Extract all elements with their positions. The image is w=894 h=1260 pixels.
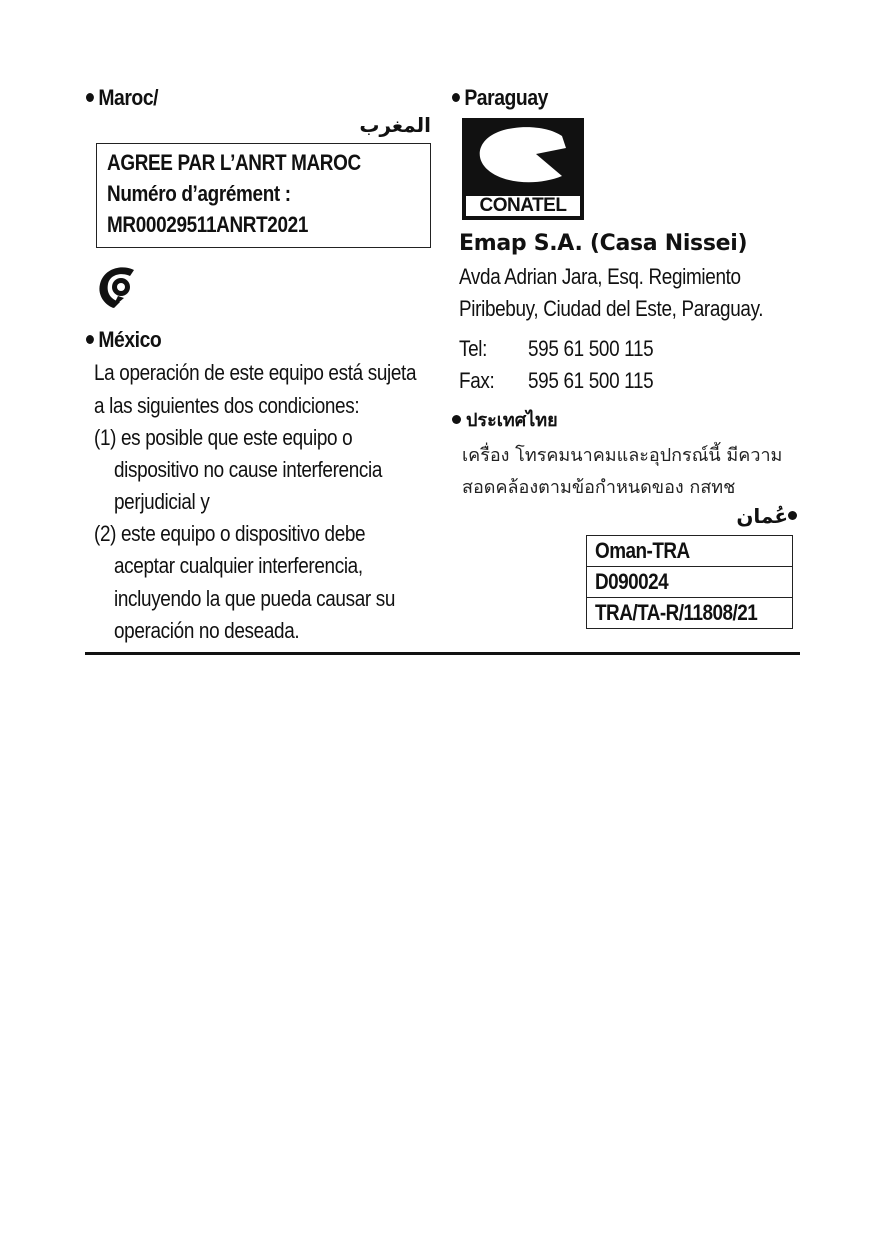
- mexico-line-2: a las siguientes dos condiciones:: [94, 393, 360, 418]
- conatel-logo-icon: [470, 124, 576, 190]
- mexico-line-9: operación no deseada.: [114, 618, 300, 643]
- anrt-approval-mark-icon: [94, 262, 142, 310]
- paraguay-address-line-1: Avda Adrian Jara, Esq. Regimiento: [459, 264, 741, 289]
- bullet-icon: [788, 511, 797, 520]
- thailand-line-2: สอดคล้องตามข้อกำหนดของ กสทช: [462, 477, 736, 498]
- mexico-line-7: aceptar cualquier interferencia,: [114, 553, 363, 578]
- section-divider: [85, 652, 800, 655]
- oman-row-2: D090024: [595, 569, 669, 594]
- tel-value: 595 61 500 115: [528, 336, 654, 361]
- table-row: [587, 567, 793, 598]
- fax-label: Fax:: [459, 368, 495, 393]
- paraguay-company: Emap S.A. (Casa Nissei): [459, 231, 748, 256]
- paraguay-address-line-2: Piribebuy, Ciudad del Este, Paraguay.: [459, 296, 764, 321]
- bullet-icon: [452, 415, 461, 424]
- maroc-box-line-1: AGREE PAR L’ANRT MAROC: [107, 150, 361, 175]
- mexico-line-8: incluyendo la que pueda causar su: [114, 586, 396, 611]
- mexico-line-4: dispositivo no cause interferencia: [114, 457, 383, 482]
- conatel-logo-text: CONATEL: [479, 195, 567, 216]
- thailand-line-1: เครื่อง โทรคมนาคมและอุปกรณ์นี้ มีความ: [462, 445, 783, 466]
- mexico-line-1: La operación de este equipo está sujeta: [94, 360, 417, 385]
- oman-heading: عُمان: [680, 504, 802, 528]
- fax-value: 595 61 500 115: [528, 368, 654, 393]
- paraguay-heading: Paraguay: [452, 85, 548, 111]
- oman-approval-table: [586, 535, 793, 629]
- maroc-box-line-3: MR00029511ANRT2021: [107, 212, 309, 237]
- bullet-icon: [86, 335, 94, 344]
- bullet-icon: [86, 93, 94, 102]
- mexico-line-3: (1) es posible que este equipo o: [94, 425, 353, 450]
- thailand-heading: ประเทศไทย: [452, 405, 558, 434]
- mexico-line-6: (2) este equipo o dispositivo debe: [94, 521, 366, 546]
- mexico-line-5: perjudicial y: [114, 489, 210, 514]
- mexico-heading: México: [86, 327, 161, 353]
- table-row: [587, 536, 793, 567]
- table-row: [587, 598, 793, 629]
- oman-row-1: Oman-TRA: [595, 538, 690, 563]
- maroc-heading: Maroc/: [86, 85, 158, 111]
- conatel-logo: [462, 118, 584, 220]
- oman-row-3: TRA/TA-R/11808/21: [595, 600, 758, 625]
- maroc-box-line-2: Numéro d’agrément :: [107, 181, 291, 206]
- maroc-approval-box: [96, 143, 431, 248]
- maroc-arabic-label: المغرب: [359, 113, 431, 137]
- bullet-icon: [452, 93, 460, 102]
- tel-label: Tel:: [459, 336, 488, 361]
